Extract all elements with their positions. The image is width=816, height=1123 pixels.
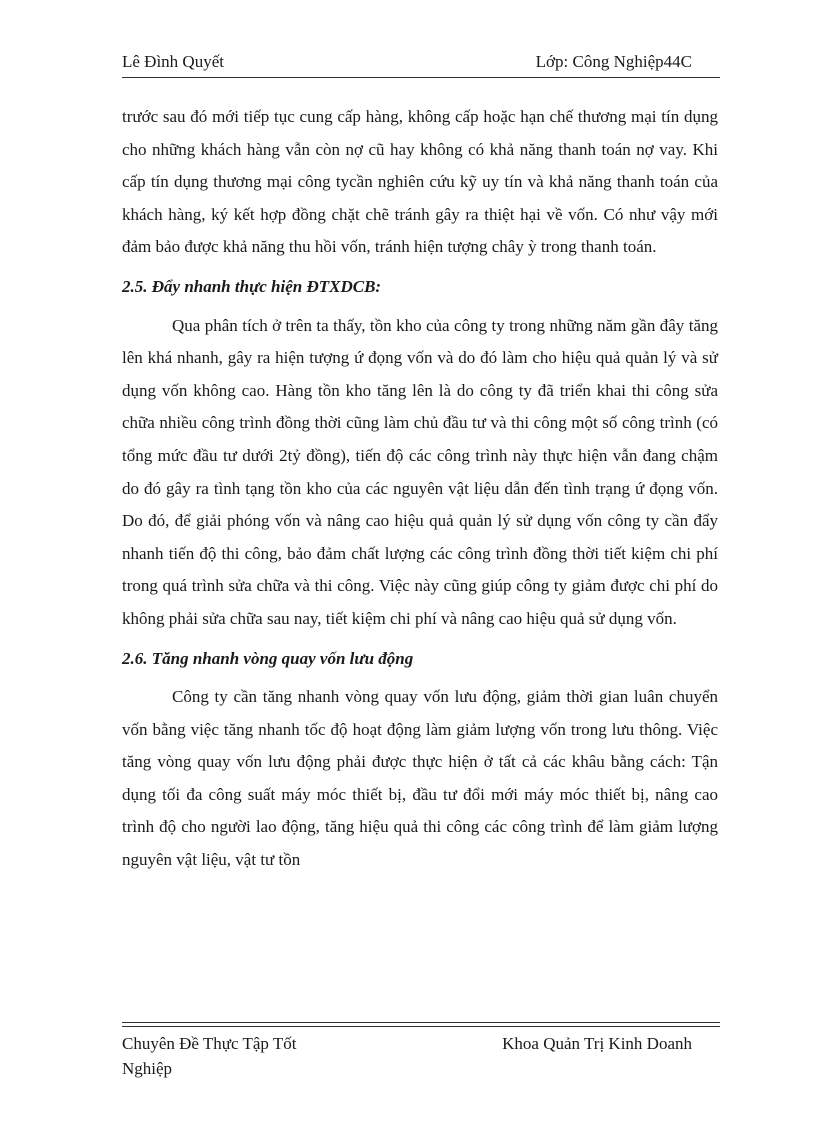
section-heading-2-6: 2.6. Tăng nhanh vòng quay vốn lưu động — [122, 648, 414, 668]
header-class: Lớp: Công Nghiệp44C — [535, 52, 692, 71]
footer-divider-top — [122, 1022, 720, 1023]
header-divider — [122, 77, 720, 78]
paragraph-credit-policy: trước sau đó mới tiếp tục cung cấp hàng, không cấp hoặc hạn chế thương mại tín dụng cho những khách hàng vẫn còn nợ cũ hay không có khả năng thanh toán nợ vay. Khi cấp tín dụng thương mại công tycần nghiên cứu kỹ uy tín và khả năng thanh toán của khách hàng, ký kết hợp đồng chặt chẽ tránh gây ra thiệt hại về vốn. Có như vậy mới đảm bảo được khả năng thu hồi vốn, tránh hiện tượng chây ỳ trong thanh toán. — [122, 107, 718, 257]
footer-divider-bottom — [122, 1026, 720, 1027]
footer-title: Chuyên Đề Thực Tập Tốt Nghiệp — [122, 1034, 297, 1078]
paragraph-working-capital: Công ty cần tăng nhanh vòng quay vốn lưu động, giảm thời gian luân chuyển vốn bằng việc tăng nhanh tốc độ hoạt động làm giảm lượng vốn trong lưu thông. Việc tăng vòng quay vốn lưu động phải được thực hiện ở tất cả các khâu bằng cách: Tận dụng tối đa công suất máy móc thiết bị, đầu tư đổi mới máy móc thiết bị, nâng cao trình độ cho người lao động, tăng hiệu quả thi công các công trình để làm giảm lượng nguyên vật liệu, vật tư tồn — [122, 687, 718, 870]
header-author: Lê Đình Quyết — [122, 52, 224, 71]
section-heading-2-5: 2.5. Đẩy nhanh thực hiện ĐTXDCB: — [122, 276, 382, 296]
document-body — [122, 101, 718, 877]
footer-department: Khoa Quản Trị Kinh Doanh — [502, 1034, 692, 1053]
page-header — [122, 52, 692, 74]
paragraph-investment: Qua phân tích ở trên ta thấy, tồn kho của công ty trong những năm gần đây tăng lên khá nhanh, gây ra hiện tượng ứ đọng vốn và do đó làm cho hiệu quả quản lý và sử dụng vốn không cao. Hàng tồn kho tăng lên là do công ty đã triển khai thi công sửa chữa nhiều công trình đồng thời cũng làm chủ đầu tư và thi công một số công trình (có tổng mức đầu tư dưới 2tỷ đồng), tiến độ các công trình này thực hiện vẫn đang chậm do đó gây ra tình tạng tồn kho của các nguyên vật liệu dẫn đến tình trạng ứ đọng vốn. Do đó, để giải phóng vốn và nâng cao hiệu quả quản lý sử dụng vốn công ty cần đẩy nhanh tiến độ thi công, bảo đảm chất lượng các công trình đồng thời tiết kiệm chi phí trong quá trình sửa chữa và thi công. Việc này cũng giúp công ty giảm được chi phí do không phải sửa chữa sau nay, tiết kiệm chi phí và nâng cao hiệu quả sử dụng vốn. — [122, 315, 718, 628]
